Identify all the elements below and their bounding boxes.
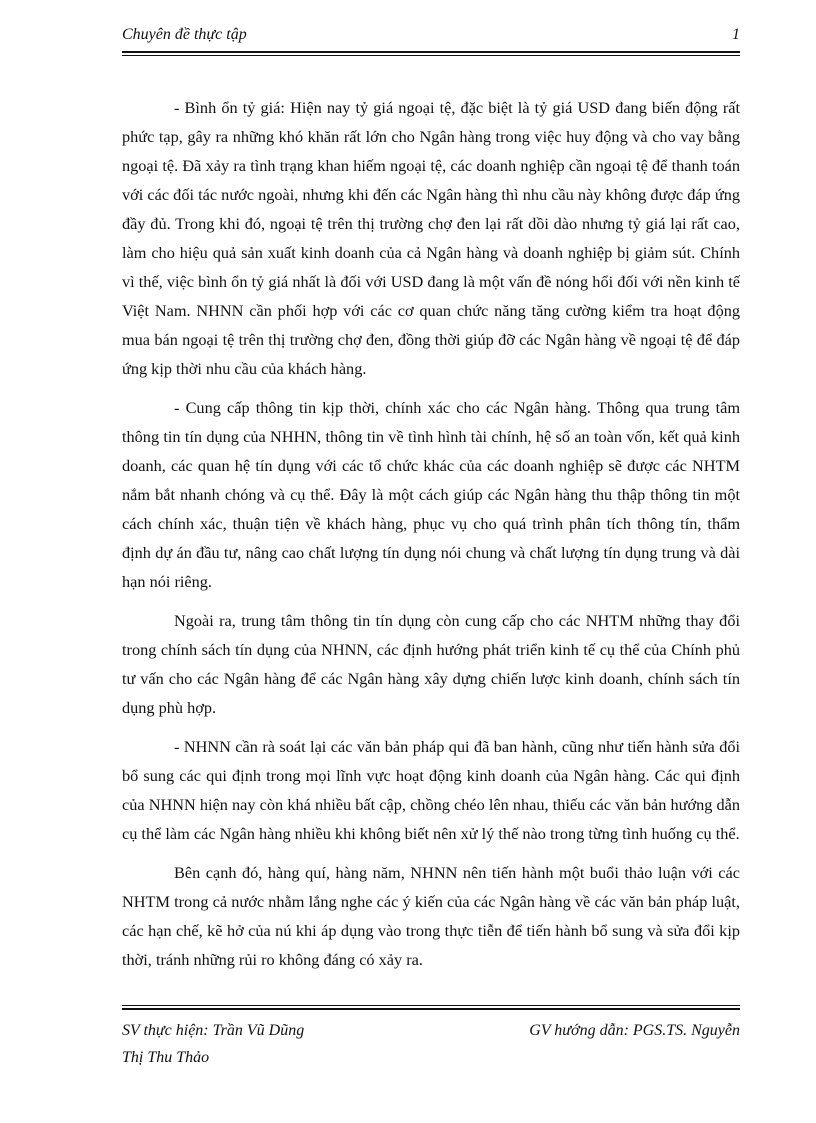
- footer-advisor-continued: Thị Thu Thảo: [122, 1049, 210, 1066]
- paragraph-credit-information: - Cung cấp thông tin kịp thời, chính xác cho các Ngân hàng. Thông qua trung tâm thông tin tín dụng của NHHN, thông tin về tình hình tài chính, hệ số an toàn vốn, kết quả kinh doanh, các quan hệ tín dụng với các tổ chức khác của các doanh nghiệp sẽ được các NHTM nắm bắt nhanh chóng và cụ thể. Đây là một cách giúp các Ngân hàng thu thập thông tin một cách chính xác, thuận tiện về khách hàng, phục vụ cho quá trình phân tích thông tín, thẩm định dự án đầu tư, nâng cao chất lượng tín dụng nói chung và chất lượng tín dụng trung và dài hạn nói riêng.: [122, 398, 740, 591]
- header-rule-thin: [122, 55, 740, 56]
- header-rule-thick: [122, 51, 740, 53]
- header-title: Chuyên đề thực tập: [122, 26, 247, 43]
- footer-rule-thin: [122, 1005, 740, 1006]
- footer-rule-thick: [122, 1008, 740, 1010]
- footer-advisor: GV hướng dẫn: PGS.TS. Nguyễn: [529, 1022, 740, 1039]
- paragraph-exchange-rate: - Bình ổn tỷ giá: Hiện nay tỷ giá ngoại tệ, đặc biệt là tỷ giá USD đang biến động rất phức tạp, gây ra những khó khăn rất lớn cho Ngân hàng trong việc huy động và cho vay bằng ngoại tệ. Đã xảy ra tình trạng khan hiếm ngoại tệ, các doanh nghiệp cần ngoại tệ để thanh toán với các đối tác nước ngoài, nhưng khi đến các Ngân hàng thì nhu cầu này không được đáp ứng đầy đủ. Trong khi đó, ngoại tệ trên thị trường chợ đen lại rất dồi dào nhưng tỷ giá lại rất cao, làm cho hiệu quả sản xuất kinh doanh của cả Ngân hàng và doanh nghiệp bị giảm sút. Chính vì thế, việc bình ổn tỷ giá nhất là đối với USD đang là một vấn đề nóng hổi đối với nền kinh tế Việt Nam. NHNN cần phối hợp với các cơ quan chức năng tăng cường kiểm tra hoạt động mua bán ngoại tệ trên thị trường chợ đen, đồng thời giúp đỡ các Ngân hàng về ngoại tệ để đáp ứng kịp thời nhu cầu của khách hàng.: [122, 98, 740, 378]
- paragraph-credit-center: Ngoài ra, trung tâm thông tin tín dụng còn cung cấp cho các NHTM những thay đổi trong chính sách tín dụng của NHNN, các định hướng phát triển kinh tế cụ thể của Chính phủ tư vấn cho các Ngân hàng để các Ngân hàng xây dựng chiến lược kinh doanh, chính sách tín dụng phù hợp.: [122, 611, 740, 717]
- document-body: [122, 93, 740, 984]
- paragraph-discussion: Bên cạnh đó, hàng quí, hàng năm, NHNN nên tiến hành một buổi thảo luận với các NHTM trong cả nước nhằm lắng nghe các ý kiến của các Ngân hàng về các văn bản pháp luật, các hạn chế, kẽ hở của nú khi áp dụng vào trong thực tiễn để tiến hành bổ sung và sửa đổi kịp thời, tránh những rủi ro không đáng có xảy ra.: [122, 863, 740, 969]
- paragraph-legal-review: - NHNN cần rà soát lại các văn bản pháp qui đã ban hành, cũng như tiến hành sửa đổi bổ sung các qui định trong mọi lĩnh vực hoạt động kinh doanh của Ngân hàng. Các qui định của NHNN hiện nay còn khá nhiều bất cập, chồng chéo lên nhau, thiếu các văn bản hướng dẫn cụ thể làm các Ngân hàng nhiều khi không biết nên xử lý thế nào trong từng tình huống cụ thể.: [122, 737, 740, 843]
- page-header: [122, 26, 740, 50]
- page-number: 1: [732, 26, 740, 43]
- footer-student: SV thực hiện: Trần Vũ Dũng: [122, 1022, 305, 1039]
